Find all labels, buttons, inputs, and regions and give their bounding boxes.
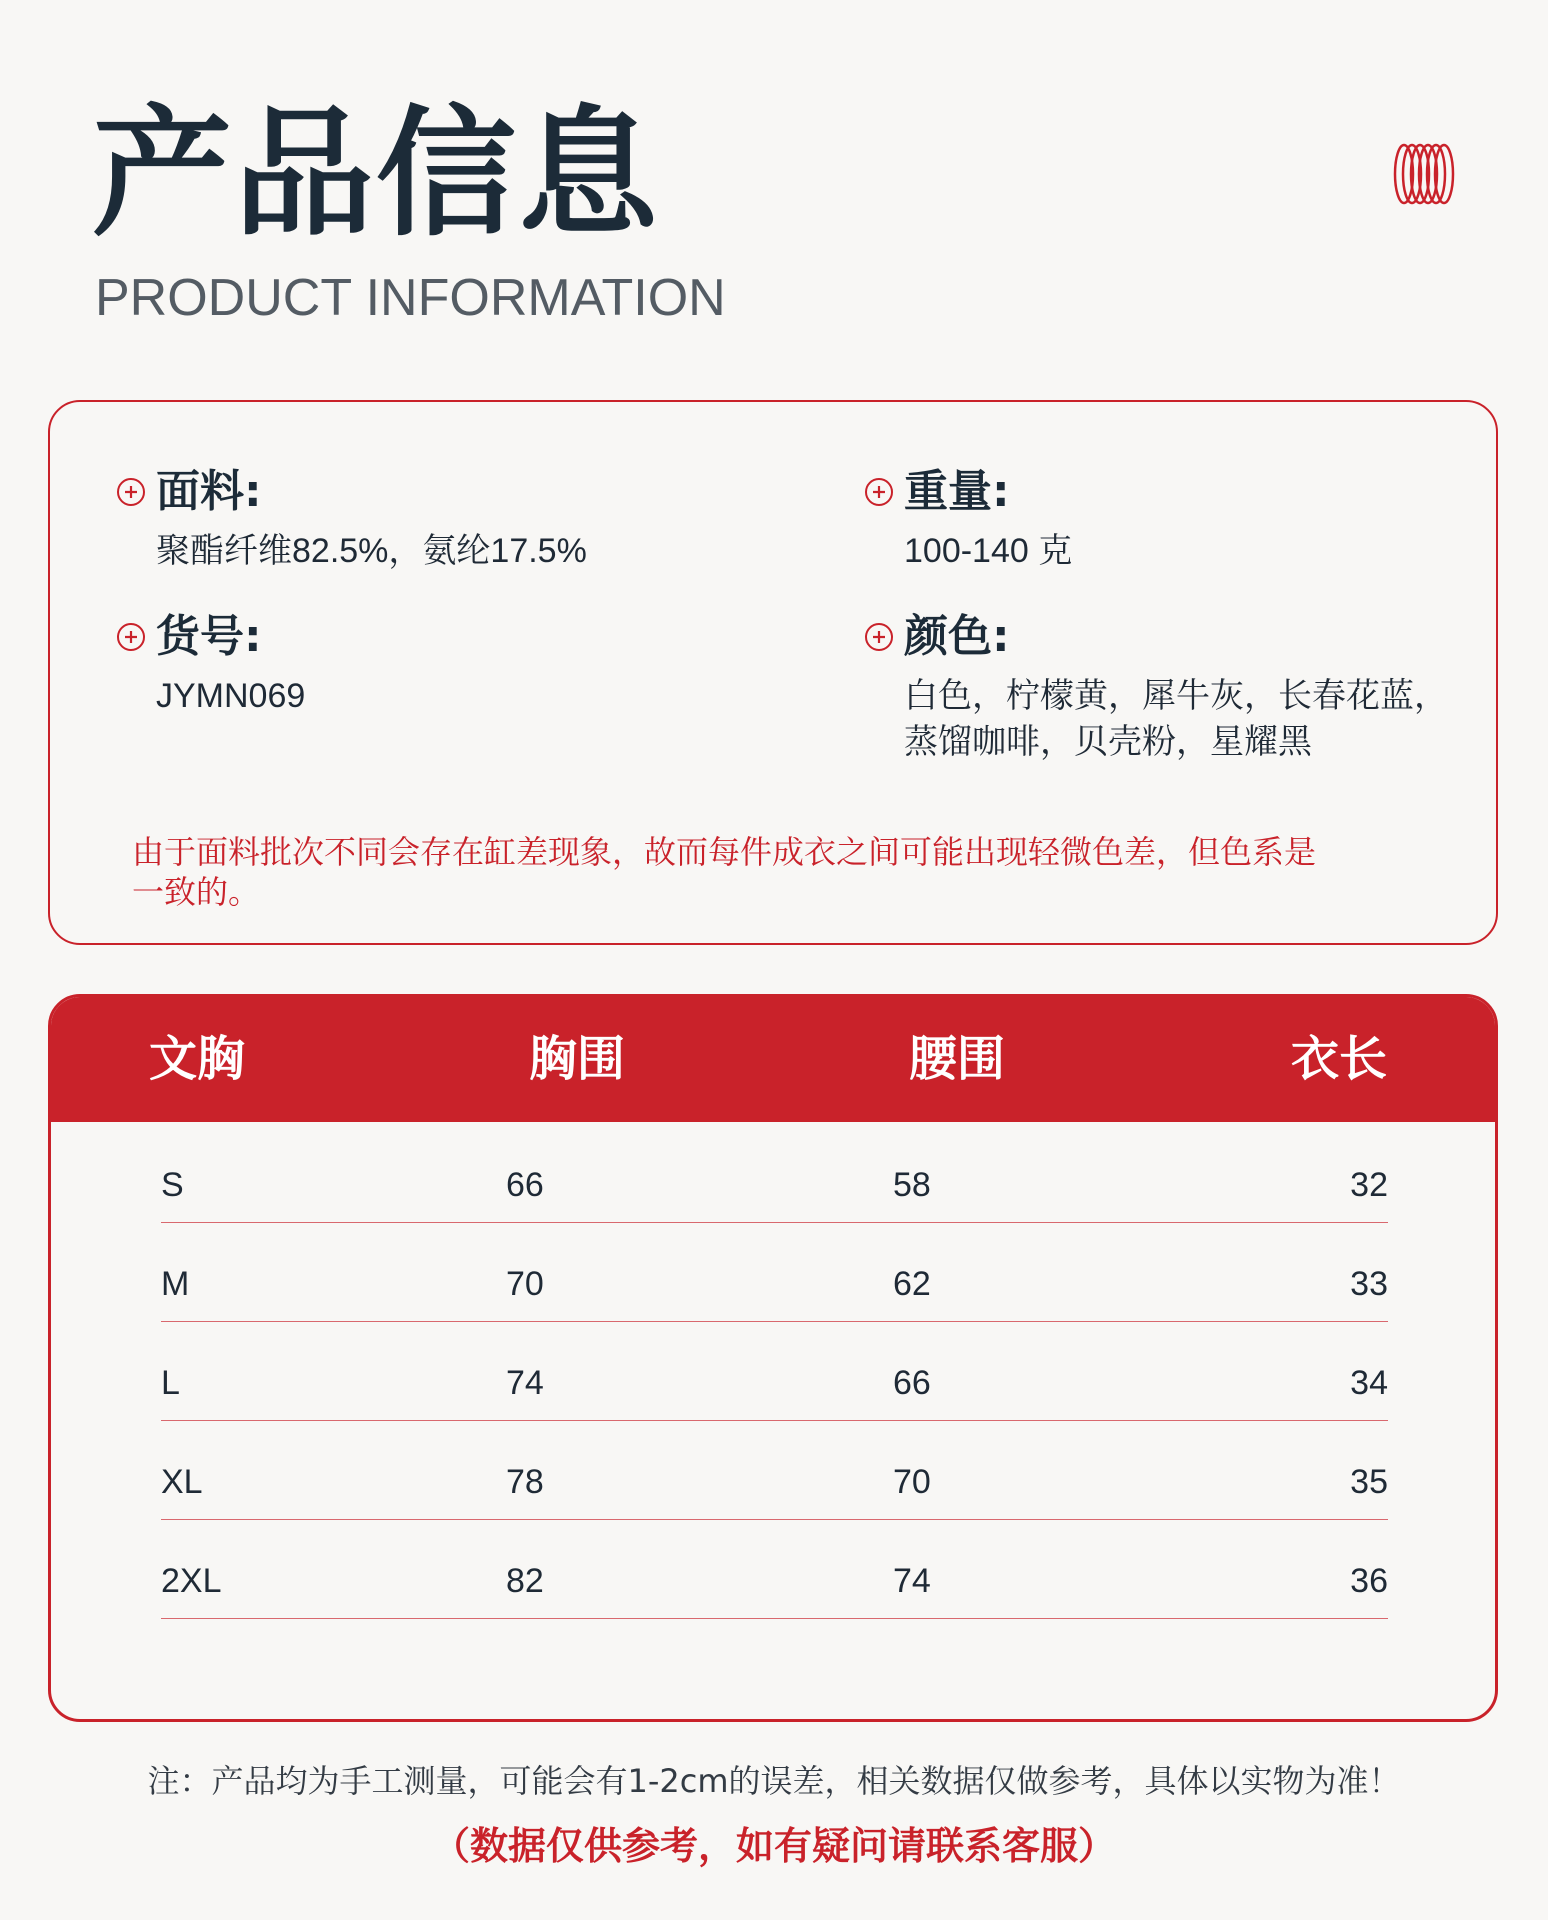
page-subtitle: PRODUCT INFORMATION [95,269,726,327]
notice-line: 一致的。 [132,873,261,911]
plus-circle-icon [116,477,146,507]
page-title: 产品信息 [92,93,661,256]
chest-cell: 82 [506,1562,544,1600]
size-table-header [51,997,1495,1122]
size-cell: S [161,1166,184,1204]
length-cell: 36 [1350,1562,1388,1600]
size-cell: L [161,1364,180,1402]
length-cell: 35 [1350,1463,1388,1501]
color-label: 颜色: [904,611,1010,662]
fabric-label: 面料: [156,466,262,517]
length-cell: 33 [1350,1265,1388,1303]
header-chest: 胸围 [529,1031,626,1087]
waist-cell: 74 [893,1562,931,1600]
item-number-value: JYMN069 [156,677,306,715]
table-row [161,1222,1388,1322]
color-field [864,607,1448,765]
chest-cell: 74 [506,1364,544,1402]
chest-cell: 78 [506,1463,544,1501]
waist-cell: 66 [893,1364,931,1402]
table-row [161,1519,1388,1619]
header-length: 衣长 [1290,1031,1387,1087]
reference-notice: （数据仅供参考，如有疑问请联系客服） [431,1824,1116,1868]
table-row [161,1420,1388,1520]
chest-cell: 70 [506,1265,544,1303]
size-cell: XL [161,1463,203,1501]
plus-circle-icon [116,622,146,652]
weight-value: 100-140 克 [904,532,1073,570]
length-cell: 32 [1350,1166,1388,1204]
waist-cell: 62 [893,1265,931,1303]
table-row [161,1123,1388,1223]
chest-cell: 66 [506,1166,544,1204]
size-table [48,994,1498,1722]
product-info-card [48,400,1498,945]
item-number-label: 货号: [156,611,262,662]
table-row [161,1321,1388,1421]
weight-label: 重量: [904,466,1010,517]
size-cell: 2XL [161,1562,222,1600]
plus-circle-icon [864,477,894,507]
waist-cell: 70 [893,1463,931,1501]
color-value-line1: 白色，柠檬黄，犀牛灰，长春花蓝， [904,677,1448,715]
plus-circle-icon [864,622,894,652]
rings-logo-icon [1392,142,1456,206]
color-difference-notice [132,832,1442,912]
measurement-note: 注：产品均为手工测量，可能会有1-2cm的误差，相关数据仅做参考，具体以实物为准！ [147,1762,1401,1800]
fabric-field [116,462,587,574]
header-waist: 腰围 [909,1031,1006,1087]
header-bra: 文胸 [149,1031,246,1087]
length-cell: 34 [1350,1364,1388,1402]
notice-line: 由于面料批次不同会存在缸差现象，故而每件成衣之间可能出现轻微色差，但色系是 [132,833,1317,871]
item-number-field [116,607,305,719]
waist-cell: 58 [893,1166,931,1204]
fabric-value: 聚酯纤维82.5%，氨纶17.5% [156,532,587,570]
weight-field [864,462,1072,574]
color-value-line2: 蒸馏咖啡，贝壳粉，星耀黑 [904,723,1312,761]
size-cell: M [161,1265,190,1303]
